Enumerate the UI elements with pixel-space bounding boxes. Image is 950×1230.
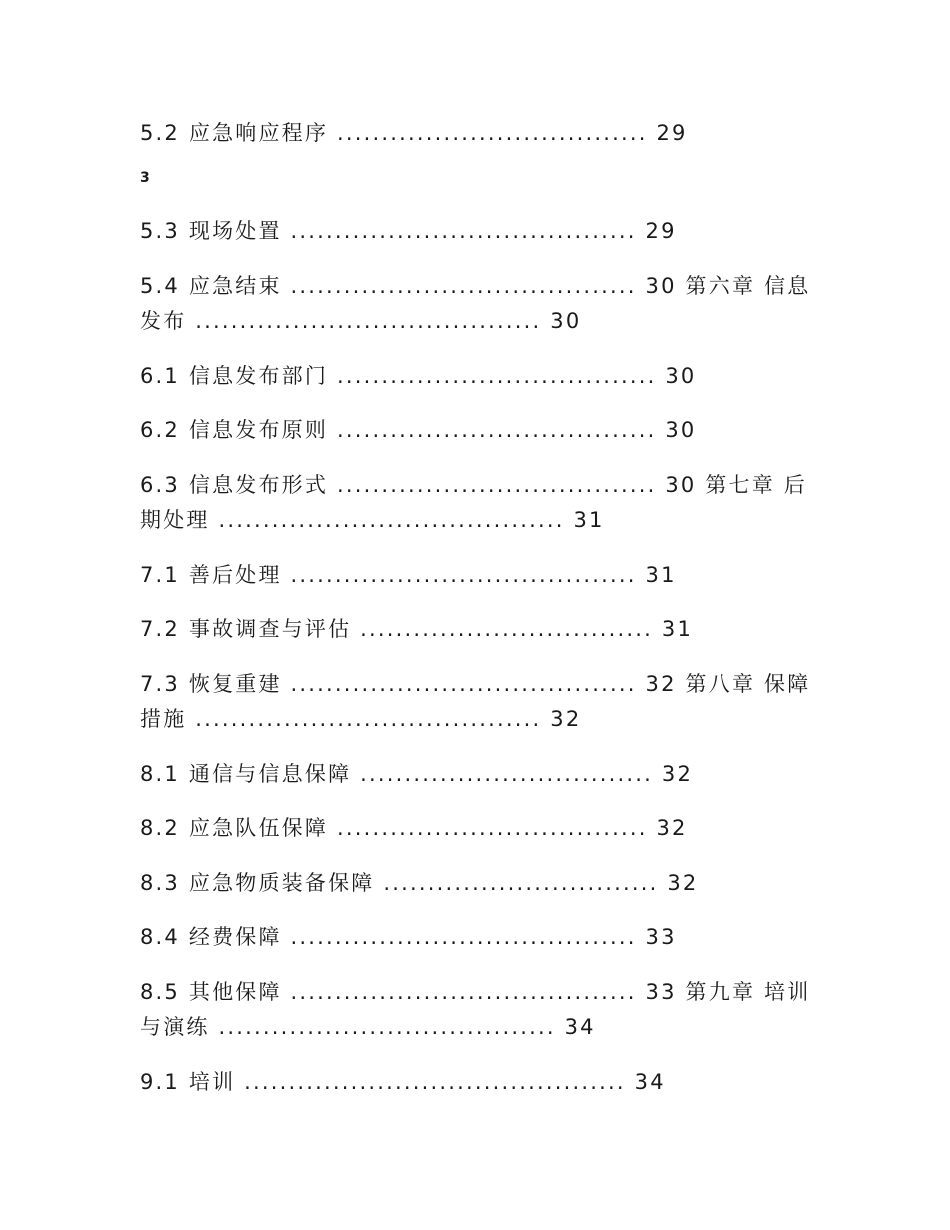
toc-entry-chapter-9-cont: 与演练 ...................................... 34 <box>140 1015 596 1039</box>
toc-entry-9-1: 9.1 培训 ........................................... 34 <box>140 1070 666 1094</box>
toc-entry-chapter-6-cont: 发布 ....................................... 30 <box>140 309 582 333</box>
toc-entry-8-5: 8.5 其他保障 ....................................... 33 第九章 培训 <box>140 980 811 1004</box>
toc-entry-8-4: 8.4 经费保障 ....................................... 33 <box>140 925 677 949</box>
toc-entry-6-2: 6.2 信息发布原则 .................................... 30 <box>140 418 697 442</box>
toc-entry-7-3: 7.3 恢复重建 ....................................... 32 第八章 保障 <box>140 672 811 696</box>
page-number-marker: 3 <box>140 170 150 186</box>
toc-entry-6-3: 6.3 信息发布形式 .................................... 30 第七章 后 <box>140 473 808 497</box>
toc-entry-5-3: 5.3 现场处置 ....................................... 29 <box>140 219 677 243</box>
toc-entry-8-3: 8.3 应急物质装备保障 ............................... 32 <box>140 871 699 895</box>
toc-entry-7-1: 7.1 善后处理 ....................................... 31 <box>140 563 677 587</box>
toc-entry-5-2: 5.2 应急响应程序 ................................... 29 <box>140 121 688 145</box>
toc-entry-6-1: 6.1 信息发布部门 .................................... 30 <box>140 364 697 388</box>
toc-entry-8-1: 8.1 通信与信息保障 ................................. 32 <box>140 762 694 786</box>
toc-entry-5-4: 5.4 应急结束 ....................................... 30 第六章 信息 <box>140 274 811 298</box>
toc-entry-chapter-8-cont: 措施 ....................................... 32 <box>140 707 582 731</box>
toc-entry-chapter-7-cont: 期处理 ....................................... 31 <box>140 508 605 532</box>
toc-entry-8-2: 8.2 应急队伍保障 ................................... 32 <box>140 816 688 840</box>
toc-entry-7-2: 7.2 事故调查与评估 ................................. 31 <box>140 617 694 641</box>
